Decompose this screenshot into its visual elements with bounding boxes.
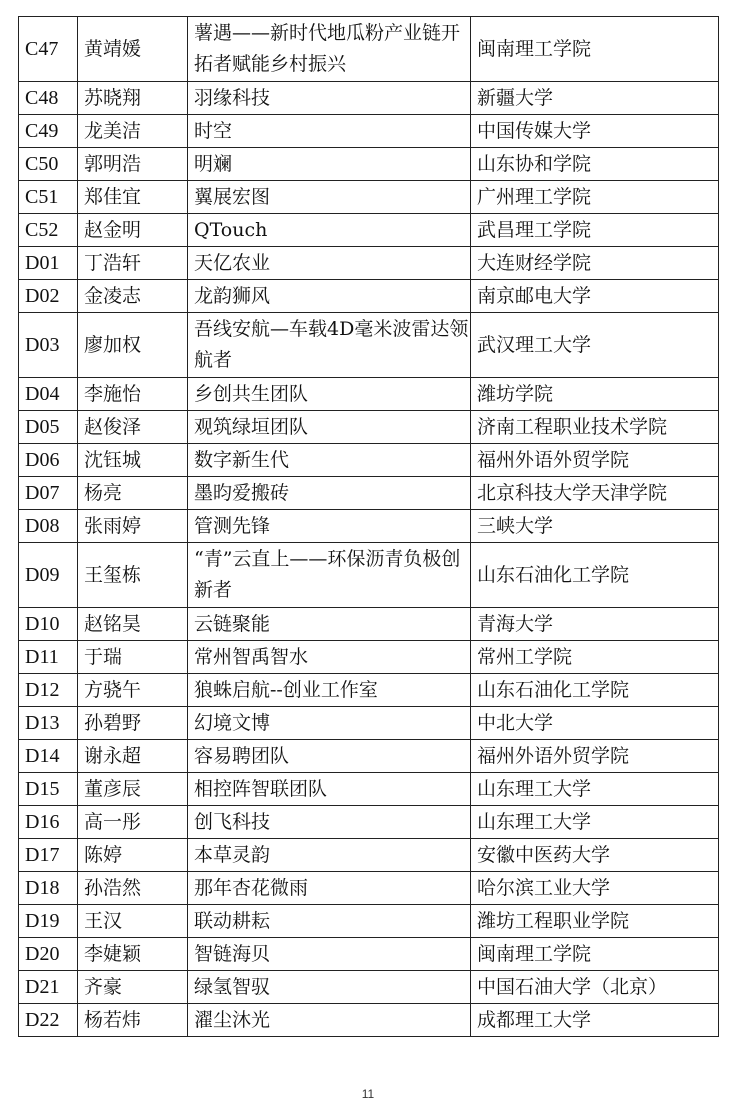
table-row <box>19 247 719 280</box>
participant-name: 沈钰城 <box>78 444 188 477</box>
entry-id: D20 <box>19 938 78 971</box>
entry-id: D13 <box>19 707 78 740</box>
participant-name: 王汉 <box>78 905 188 938</box>
entry-id: C50 <box>19 148 78 181</box>
table-row <box>19 773 719 806</box>
table-row <box>19 313 719 378</box>
school-name: 新疆大学 <box>471 82 719 115</box>
participant-name: 丁浩轩 <box>78 247 188 280</box>
participant-name: 赵金明 <box>78 214 188 247</box>
school-name: 山东石油化工学院 <box>471 543 719 608</box>
table-row <box>19 378 719 411</box>
project-name: 天亿农业 <box>188 247 471 280</box>
project-name: 翼展宏图 <box>188 181 471 214</box>
table-row <box>19 510 719 543</box>
participant-name: 赵铭昊 <box>78 608 188 641</box>
table-row <box>19 148 719 181</box>
entry-id: D21 <box>19 971 78 1004</box>
entry-id: D05 <box>19 411 78 444</box>
table-row <box>19 181 719 214</box>
school-name: 中北大学 <box>471 707 719 740</box>
project-name: 濯尘沐光 <box>188 1004 471 1037</box>
participant-name: 金凌志 <box>78 280 188 313</box>
table-row <box>19 214 719 247</box>
roster-body <box>19 17 719 1037</box>
project-name: 吾线安航—车载4D毫米波雷达领航者 <box>188 313 471 378</box>
table-row <box>19 806 719 839</box>
project-name: 管测先锋 <box>188 510 471 543</box>
entry-id: D09 <box>19 543 78 608</box>
project-name: 羽缘科技 <box>188 82 471 115</box>
participant-name: 高一彤 <box>78 806 188 839</box>
project-name: 容易聘团队 <box>188 740 471 773</box>
entry-id: D04 <box>19 378 78 411</box>
school-name: 广州理工学院 <box>471 181 719 214</box>
entry-id: C52 <box>19 214 78 247</box>
table-row <box>19 674 719 707</box>
table-row <box>19 115 719 148</box>
project-name: 联动耕耘 <box>188 905 471 938</box>
project-name: QTouch <box>188 214 471 247</box>
roster-table <box>18 16 719 1037</box>
school-name: 中国传媒大学 <box>471 115 719 148</box>
entry-id: C48 <box>19 82 78 115</box>
entry-id: D03 <box>19 313 78 378</box>
project-name: 狼蛛启航--创业工作室 <box>188 674 471 707</box>
school-name: 潍坊工程职业学院 <box>471 905 719 938</box>
participant-name: 龙美洁 <box>78 115 188 148</box>
project-name: 创飞科技 <box>188 806 471 839</box>
entry-id: D18 <box>19 872 78 905</box>
school-name: 福州外语外贸学院 <box>471 444 719 477</box>
entry-id: C49 <box>19 115 78 148</box>
participant-name: 谢永超 <box>78 740 188 773</box>
table-row <box>19 971 719 1004</box>
entry-id: D10 <box>19 608 78 641</box>
project-name: 龙韵狮风 <box>188 280 471 313</box>
school-name: 闽南理工学院 <box>471 17 719 82</box>
entry-id: D22 <box>19 1004 78 1037</box>
school-name: 山东协和学院 <box>471 148 719 181</box>
participant-name: 董彦辰 <box>78 773 188 806</box>
school-name: 潍坊学院 <box>471 378 719 411</box>
entry-id: D08 <box>19 510 78 543</box>
project-name: 幻境文博 <box>188 707 471 740</box>
project-name: 薯遇——新时代地瓜粉产业链开拓者赋能乡村振兴 <box>188 17 471 82</box>
participant-name: 苏晓翔 <box>78 82 188 115</box>
participant-name: 郑佳宜 <box>78 181 188 214</box>
table-row <box>19 444 719 477</box>
entry-id: D01 <box>19 247 78 280</box>
school-name: 济南工程职业技术学院 <box>471 411 719 444</box>
table-row <box>19 872 719 905</box>
table-row <box>19 411 719 444</box>
participant-name: 赵俊泽 <box>78 411 188 444</box>
participant-name: 杨若炜 <box>78 1004 188 1037</box>
participant-name: 王玺栋 <box>78 543 188 608</box>
participant-name: 孙碧野 <box>78 707 188 740</box>
school-name: 山东理工大学 <box>471 806 719 839</box>
project-name: 乡创共生团队 <box>188 378 471 411</box>
table-row <box>19 839 719 872</box>
school-name: 南京邮电大学 <box>471 280 719 313</box>
project-name: 相控阵智联团队 <box>188 773 471 806</box>
entry-id: D06 <box>19 444 78 477</box>
participant-name: 方骁午 <box>78 674 188 707</box>
participant-name: 廖加权 <box>78 313 188 378</box>
school-name: 福州外语外贸学院 <box>471 740 719 773</box>
project-name: 墨昀爱搬砖 <box>188 477 471 510</box>
school-name: 常州工学院 <box>471 641 719 674</box>
project-name: 数字新生代 <box>188 444 471 477</box>
participant-name: 杨亮 <box>78 477 188 510</box>
project-name: 时空 <box>188 115 471 148</box>
school-name: 成都理工大学 <box>471 1004 719 1037</box>
school-name: 中国石油大学（北京） <box>471 971 719 1004</box>
participant-name: 张雨婷 <box>78 510 188 543</box>
school-name: 北京科技大学天津学院 <box>471 477 719 510</box>
project-name: 常州智禹智水 <box>188 641 471 674</box>
school-name: 武汉理工大学 <box>471 313 719 378</box>
participant-name: 黄靖媛 <box>78 17 188 82</box>
project-name: 云链聚能 <box>188 608 471 641</box>
entry-id: D14 <box>19 740 78 773</box>
participant-name: 于瑞 <box>78 641 188 674</box>
entry-id: D16 <box>19 806 78 839</box>
table-row <box>19 905 719 938</box>
project-name: 本草灵韵 <box>188 839 471 872</box>
table-row <box>19 707 719 740</box>
table-row <box>19 740 719 773</box>
table-row <box>19 608 719 641</box>
table-row <box>19 280 719 313</box>
entry-id: D15 <box>19 773 78 806</box>
table-row <box>19 938 719 971</box>
table-row <box>19 477 719 510</box>
school-name: 大连财经学院 <box>471 247 719 280</box>
participant-name: 齐豪 <box>78 971 188 1004</box>
table-row <box>19 543 719 608</box>
school-name: 山东石油化工学院 <box>471 674 719 707</box>
school-name: 安徽中医药大学 <box>471 839 719 872</box>
entry-id: C47 <box>19 17 78 82</box>
project-name: 智链海贝 <box>188 938 471 971</box>
project-name: 那年杏花微雨 <box>188 872 471 905</box>
participant-name: 李婕颖 <box>78 938 188 971</box>
participant-name: 孙浩然 <box>78 872 188 905</box>
page-number: 11 <box>361 1087 375 1101</box>
project-name: 明斓 <box>188 148 471 181</box>
entry-id: D02 <box>19 280 78 313</box>
entry-id: D11 <box>19 641 78 674</box>
school-name: 三峡大学 <box>471 510 719 543</box>
table-row <box>19 82 719 115</box>
entry-id: D12 <box>19 674 78 707</box>
table-row <box>19 17 719 82</box>
entry-id: D19 <box>19 905 78 938</box>
school-name: 哈尔滨工业大学 <box>471 872 719 905</box>
entry-id: D07 <box>19 477 78 510</box>
table-row <box>19 1004 719 1037</box>
project-name: 绿氢智驭 <box>188 971 471 1004</box>
school-name: 山东理工大学 <box>471 773 719 806</box>
participant-name: 陈婷 <box>78 839 188 872</box>
entry-id: C51 <box>19 181 78 214</box>
entry-id: D17 <box>19 839 78 872</box>
school-name: 武昌理工学院 <box>471 214 719 247</box>
participant-name: 李施怡 <box>78 378 188 411</box>
project-name: 观筑绿垣团队 <box>188 411 471 444</box>
project-name: “青”云直上——环保沥青负极创新者 <box>188 543 471 608</box>
table-row <box>19 641 719 674</box>
participant-name: 郭明浩 <box>78 148 188 181</box>
school-name: 青海大学 <box>471 608 719 641</box>
school-name: 闽南理工学院 <box>471 938 719 971</box>
